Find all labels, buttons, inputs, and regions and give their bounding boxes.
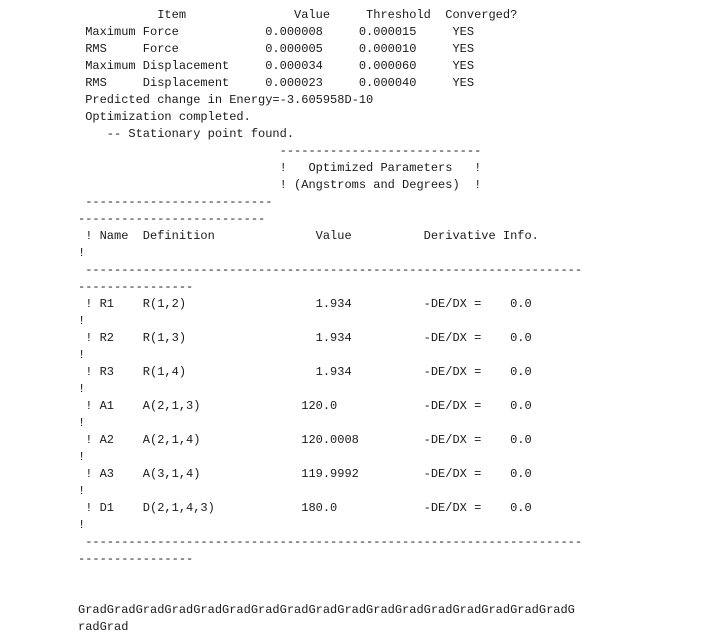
separator-line: ---------------------------------------------------------------------: [78, 535, 583, 549]
row-end-marker: !: [78, 348, 86, 362]
parameter-row-a1: ! A1 A(2,1,3) 120.0 -DE/DX = 0.0: [78, 399, 532, 413]
separator-line: ----------------: [78, 280, 194, 294]
parameter-row-r3: ! R3 R(1,4) 1.934 -DE/DX = 0.0: [78, 365, 532, 379]
optimization-status: Optimization completed.: [78, 110, 251, 124]
stationary-point-status: -- Stationary point found.: [78, 127, 295, 141]
parameter-row-a2: ! A2 A(2,1,4) 120.0008 -DE/DX = 0.0: [78, 433, 532, 447]
box-subtitle: ! (Angstroms and Degrees) !: [78, 178, 482, 192]
convergence-table-header: Item Value Threshold Converged?: [78, 8, 518, 22]
separator-line: ---------------------------------------------------------------------: [78, 263, 583, 277]
row-end-marker: !: [78, 314, 86, 328]
grad-marker-line: GradGradGradGradGradGradGradGradGradGradGradGradGradGradGradGradGradG: [78, 603, 575, 617]
parameter-row-a3: ! A3 A(3,1,4) 119.9992 -DE/DX = 0.0: [78, 467, 532, 481]
convergence-row-rms-displacement: RMS Displacement 0.000023 0.000040 YES: [78, 76, 475, 90]
parameters-table-header: ! Name Definition Value Derivative Info.: [78, 229, 539, 243]
convergence-row-max-displacement: Maximum Displacement 0.000034 0.000060 YES: [78, 59, 475, 73]
row-end-marker: !: [78, 382, 86, 396]
separator-line: ----------------: [78, 552, 194, 566]
row-end-marker: !: [78, 416, 86, 430]
predicted-energy-change: Predicted change in Energy=-3.605958D-10: [78, 93, 374, 107]
row-end-marker: !: [78, 484, 86, 498]
convergence-row-rms-force: RMS Force 0.000005 0.000010 YES: [78, 42, 475, 56]
parameter-row-r1: ! R1 R(1,2) 1.934 -DE/DX = 0.0: [78, 297, 532, 311]
box-title: ! Optimized Parameters !: [78, 161, 482, 175]
parameter-row-r2: ! R2 R(1,3) 1.934 -DE/DX = 0.0: [78, 331, 532, 345]
row-end-marker: !: [78, 450, 86, 464]
separator-line: --------------------------: [78, 212, 266, 226]
convergence-row-max-force: Maximum Force 0.000008 0.000015 YES: [78, 25, 475, 39]
grad-marker-line: radGrad: [78, 620, 129, 634]
row-end-marker: !: [78, 518, 86, 532]
separator-line: --------------------------: [78, 195, 273, 209]
box-border-top: ----------------------------: [78, 144, 482, 158]
row-end-marker: !: [78, 246, 86, 260]
parameter-row-d1: ! D1 D(2,1,4,3) 180.0 -DE/DX = 0.0: [78, 501, 532, 515]
